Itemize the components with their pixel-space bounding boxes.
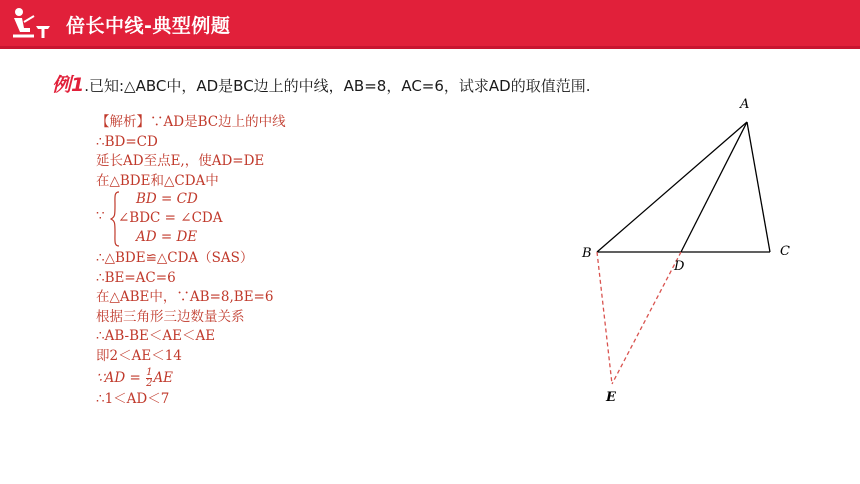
solution-block <box>96 113 396 410</box>
condition-line: BD = CD <box>136 191 198 207</box>
segment-be-dashed <box>597 252 612 384</box>
ad-equation-lhs: ∵AD = <box>96 370 146 386</box>
segment-ac <box>747 122 770 252</box>
solution-line: 即2＜AE＜14 <box>96 347 182 364</box>
ad-half-ae-line <box>96 366 396 390</box>
point-label-c: C <box>780 244 790 259</box>
solution-line: ∴1＜AD＜7 <box>96 391 170 407</box>
solution-line: 延长AD至点E,，使AD=DE <box>96 153 265 169</box>
page-title: 倍长中线-典型例题 <box>66 15 231 37</box>
segment-ab <box>597 122 747 252</box>
fraction-numerator: 1 <box>146 367 153 378</box>
point-label-e: E <box>606 390 616 405</box>
point-label-a: A <box>740 97 750 112</box>
segment-ad <box>681 122 747 252</box>
congruence-conditions <box>96 191 396 249</box>
teacher-at-desk-icon <box>10 6 52 40</box>
solution-line: ∴AB-BE＜AE＜AE <box>96 328 216 344</box>
solution-line: 根据三角形三边数量关系 <box>96 308 245 325</box>
triangle-figure <box>570 90 800 410</box>
point-label-d: D <box>674 259 685 274</box>
solution-line: ∴BD=CD <box>96 133 158 150</box>
solution-line: 【解析】∵AD是BC边上的中线 <box>96 114 286 130</box>
condition-line: ∠BDC = ∠CDA <box>118 210 223 226</box>
solution-line: 在△ABE中，∵AB=8,BE=6 <box>96 289 274 305</box>
header-underline <box>0 46 860 49</box>
condition-line: AD = DE <box>136 229 198 245</box>
problem-statement <box>52 70 591 97</box>
one-half-fraction <box>146 368 152 389</box>
solution-line: ∴△BDE≌△CDA（SAS） <box>96 250 254 266</box>
ad-equation-rhs: AE <box>153 370 174 386</box>
solution-line: 在△BDE和△CDA中 <box>96 172 219 189</box>
segment-de-dashed <box>612 252 681 384</box>
problem-text: .已知:△ABC中，AD是BC边上的中线，AB=8，AC=6，试求AD的取值范围. <box>84 77 591 95</box>
point-label-b: B <box>582 246 592 261</box>
because-symbol: ∵ <box>96 208 105 224</box>
solution-line: ∴BE=AC=6 <box>96 269 176 286</box>
example-tag: 例1 <box>52 74 85 96</box>
fraction-denominator: 2 <box>146 378 153 389</box>
